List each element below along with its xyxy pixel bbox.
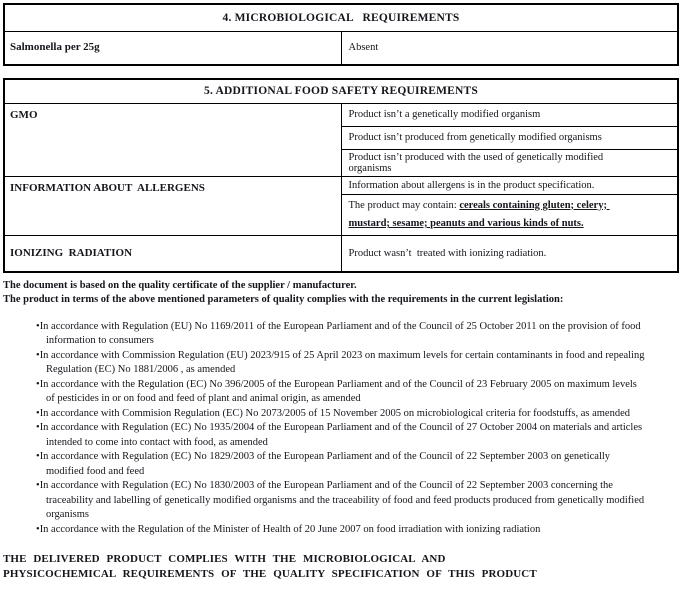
table-row bbox=[4, 103, 678, 126]
table-row bbox=[4, 31, 678, 65]
list-item: • In accordance with Commission Regulation (EU) 2023/915 of 25 April 2023 on maximum levels for certain contaminants in food and repealing Regulation (EC) No 1881/2006 , as amended bbox=[36, 349, 648, 378]
document-notes bbox=[3, 279, 679, 307]
list-item: • In accordance with Commision Regulation (EC) No 2073/2005 of 15 November 2005 on microbiological criteria for foodstuffs, as amended bbox=[36, 407, 648, 422]
value-gmo-1: Product isn’t a genetically modified organism bbox=[341, 103, 678, 126]
section-4-title: 4. MICROBIOLOGICAL REQUIREMENTS bbox=[4, 4, 678, 31]
note-line-1: The document is based on the quality certificate of the supplier / manufacturer. bbox=[3, 279, 357, 291]
param-ionizing-radiation: IONIZING RADIATION bbox=[4, 236, 341, 272]
food-safety-requirements-table bbox=[3, 78, 679, 273]
param-gmo: GMO bbox=[4, 103, 341, 176]
note-line-2: The product in terms of the above mentioned parameters of quality complies with the requirements in the current legislation: bbox=[3, 293, 564, 305]
list-item: • In accordance with Regulation (EC) No 1935/2004 of the European Parliament and of the Council of 27 October 2004 on materials and articles intended to come into contact with food, as amended bbox=[36, 421, 648, 450]
list-item: • In accordance with the Regulation (EC) No 396/2005 of the European Parliament and of the Council of 23 February 2005 on maximum levels of pesticides in or on food and feed of plant and animal origin, as amended bbox=[36, 378, 648, 407]
table-spacer bbox=[3, 66, 679, 78]
list-item: • In accordance with Regulation (EC) No 1829/2003 of the European Parliament and of the Council of 22 September 2003 on genetically modified food and feed bbox=[36, 450, 648, 479]
value-salmonella: Absent bbox=[341, 31, 678, 65]
compliance-statement: THE DELIVERED PRODUCT COMPLIES WITH THE MICROBIOLOGICAL AND PHYSICOCHEMICAL REQUIREMENTS OF THE QUALITY SPECIFICATION OF THIS PRODUCT bbox=[3, 553, 537, 581]
table-row bbox=[4, 4, 678, 31]
list-item: • In accordance with Regulation (EC) No 1830/2003 of the European Parliament and of the Council of 22 September 2003 concerning the traceability and labelling of genetically modified organisms and the traceability of food and feed products produced from genetically modified organisms bbox=[36, 479, 648, 523]
table-row bbox=[4, 236, 678, 272]
list-item: • In accordance with the Regulation of the Minister of Health of 20 June 2007 on food irradiation with ionizing radiation bbox=[36, 523, 648, 538]
value-ionizing-radiation: Product wasn’t treated with ionizing radiation. bbox=[341, 236, 678, 272]
table-row bbox=[4, 79, 678, 103]
regulations-list bbox=[36, 320, 648, 538]
value-gmo-2: Product isn’t produced from genetically modified organisms bbox=[341, 126, 678, 149]
value-allergens-1: Information about allergens is in the product specification. bbox=[341, 176, 678, 194]
param-allergens: INFORMATION ABOUT ALLERGENS bbox=[4, 176, 341, 236]
section-5-title: 5. ADDITIONAL FOOD SAFETY REQUIREMENTS bbox=[4, 79, 678, 103]
param-salmonella: Salmonella per 25g bbox=[4, 31, 341, 65]
allergens-may-contain-prefix: The product may contain: bbox=[348, 199, 460, 211]
microbiological-requirements-table bbox=[3, 3, 679, 66]
table-row bbox=[4, 176, 678, 194]
allergens-may-contain-list: cereals containing gluten; celery; mustard; sesame; peanuts and various kinds of nuts. bbox=[348, 199, 610, 229]
value-allergens-2 bbox=[341, 194, 678, 236]
value-gmo-3: Product isn’t produced with the used of genetically modified organisms bbox=[341, 149, 678, 176]
list-item: • In accordance with Regulation (EU) No 1169/2011 of the European Parliament and of the Council of 25 October 2011 on the provision of food information to consumers bbox=[36, 320, 648, 349]
